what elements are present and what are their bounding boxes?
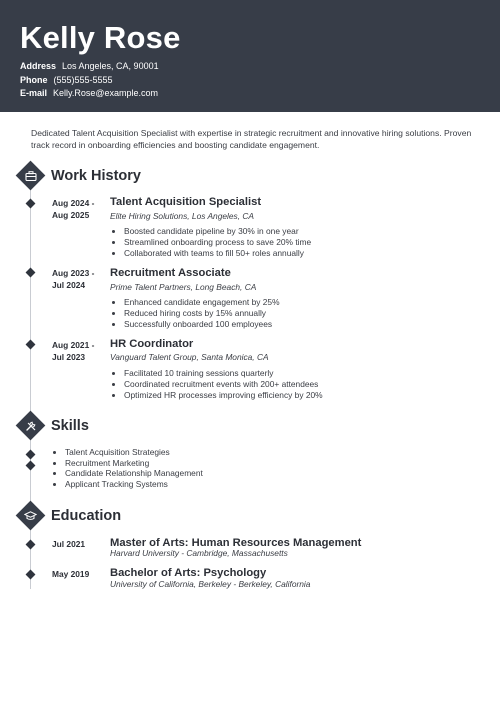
- skills-list: [51, 447, 203, 489]
- list-item: • Enhanced candidate engagement by 25%: [124, 297, 280, 308]
- list-item: • Reduced hiring costs by 15% annually: [124, 308, 280, 319]
- work-section-badge: [16, 161, 46, 191]
- phone-label: Phone: [20, 75, 48, 85]
- professional-summary: Dedicated Talent Acquisition Specialist with expertise in strategic recruitment and innovative hiring solutions. Proven track record in onboarding efficiencies and boosting candidate engagement.: [31, 128, 472, 150]
- timeline-marker: [26, 268, 36, 278]
- job-role: Recruitment Associate: [110, 267, 231, 279]
- contact-email: [20, 87, 158, 99]
- list-item: • Facilitated 10 training sessions quarterly: [124, 368, 323, 379]
- graduation-cap-icon: [24, 511, 37, 521]
- job-company: Vanguard Talent Group, Santa Monica, CA: [110, 352, 269, 362]
- timeline-marker: [26, 461, 36, 471]
- timeline-marker: [26, 199, 36, 209]
- list-item: • Talent Acquisition Strategies: [65, 447, 203, 458]
- briefcase-icon: [25, 171, 37, 181]
- timeline-marker: [26, 570, 36, 580]
- list-item: • Coordinated recruitment events with 200+ attendees: [124, 379, 323, 390]
- list-item: • Optimized HR processes improving efficiency by 20%: [124, 390, 323, 401]
- list-item: • Recruitment Marketing: [65, 458, 203, 469]
- job-company: Prime Talent Partners, Long Beach, CA: [110, 282, 257, 292]
- education-title: Education: [51, 508, 122, 524]
- job-date: Aug 2021 - Jul 2023: [52, 340, 95, 362]
- education-date: May 2019: [52, 569, 90, 579]
- job-achievements: [110, 368, 323, 401]
- address-value: Los Angeles, CA, 90001: [62, 61, 159, 71]
- timeline-marker: [26, 340, 36, 350]
- job-date: Aug 2023 - Jul 2024: [52, 268, 95, 290]
- skills-section-badge: [16, 411, 46, 441]
- education-degree: Master of Arts: Human Resources Management: [110, 537, 362, 549]
- candidate-name: Kelly Rose: [20, 20, 181, 55]
- job-achievements: [110, 226, 311, 259]
- list-item: • Applicant Tracking Systems: [65, 479, 203, 490]
- address-label: Address: [20, 61, 57, 71]
- education-section-badge: [16, 501, 46, 531]
- list-item: • Collaborated with teams to fill 50+ roles annually: [124, 248, 311, 259]
- resume-header: [0, 0, 500, 112]
- education-school: University of California, Berkeley - Berkeley, California: [110, 579, 311, 589]
- list-item: • Streamlined onboarding process to save 20% time: [124, 237, 311, 248]
- email-label: E-mail: [20, 88, 48, 98]
- job-role: HR Coordinator: [110, 338, 194, 350]
- job-achievements: [110, 297, 280, 330]
- tools-icon: [25, 420, 37, 432]
- timeline-marker: [26, 450, 36, 460]
- phone-value: (555)555-5555: [53, 75, 113, 85]
- education-school: Harvard University - Cambridge, Massachusetts: [110, 548, 288, 558]
- email-value: Kelly.Rose@example.com: [53, 88, 159, 98]
- education-date: Jul 2021: [52, 539, 86, 549]
- list-item: • Successfully onboarded 100 employees: [124, 319, 280, 330]
- skills-title: Skills: [51, 418, 89, 434]
- list-item: • Candidate Relationship Management: [65, 468, 203, 479]
- job-company: Elite Hiring Solutions, Los Angeles, CA: [110, 211, 254, 221]
- education-degree: Bachelor of Arts: Psychology: [110, 567, 267, 579]
- timeline-marker: [26, 540, 36, 550]
- job-role: Talent Acquisition Specialist: [110, 196, 262, 208]
- work-history-title: Work History: [51, 168, 141, 184]
- job-date: Aug 2024 - Aug 2025: [52, 198, 95, 220]
- contact-address: [20, 60, 159, 72]
- list-item: • Boosted candidate pipeline by 30% in one year: [124, 226, 311, 237]
- contact-phone: [20, 74, 113, 86]
